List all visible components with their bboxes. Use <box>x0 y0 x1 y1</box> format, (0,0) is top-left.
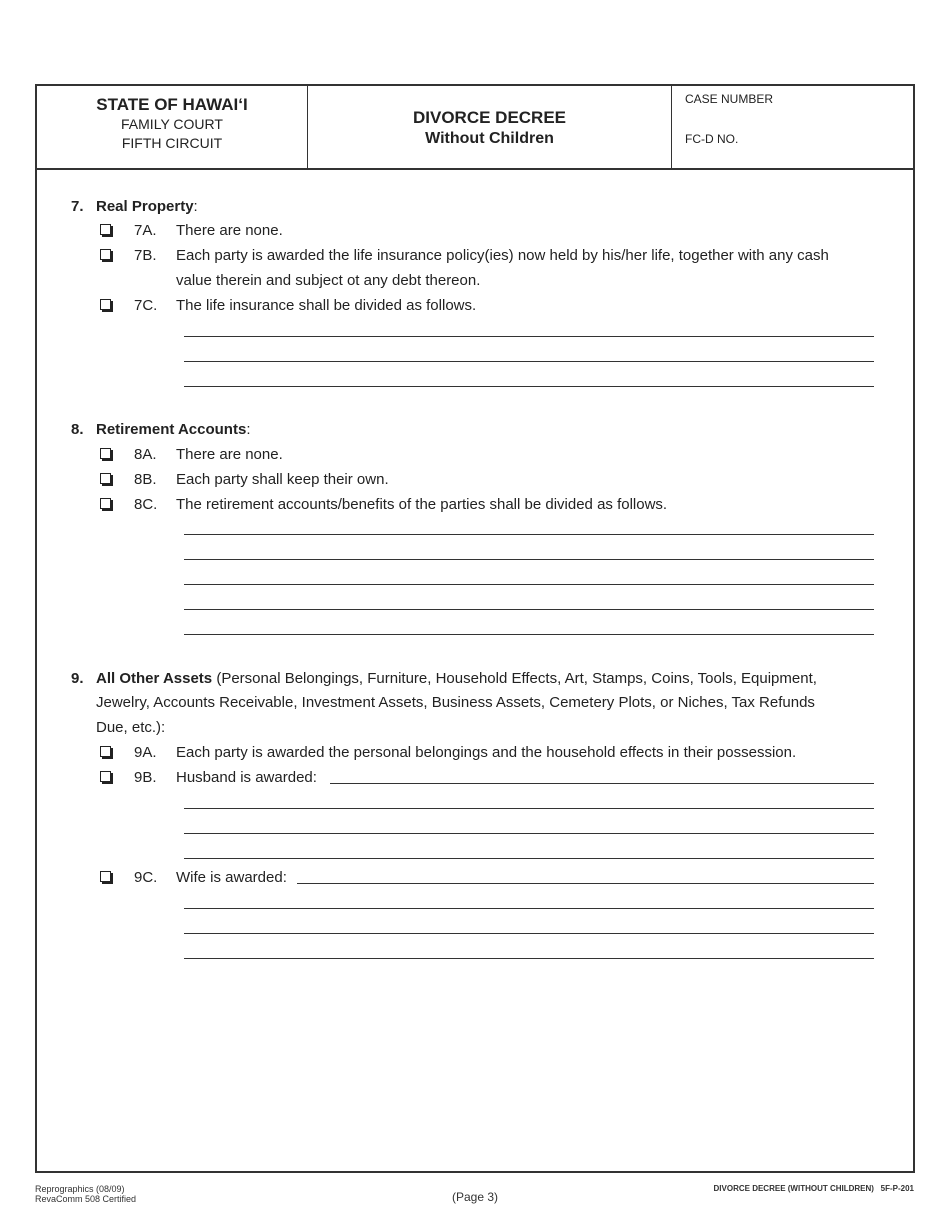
section-colon: : <box>193 198 198 215</box>
section-9-intro-line3: Due, etc.): <box>96 719 166 736</box>
court-name: FAMILY COURT <box>121 116 223 132</box>
certified-label: RevaComm 508 Certified <box>35 1194 137 1204</box>
fill-line[interactable] <box>184 559 874 560</box>
item-code-8b: 8B. <box>134 471 157 488</box>
item-code-8c: 8C. <box>134 496 158 513</box>
fill-line[interactable] <box>184 958 874 959</box>
item-text-8a: There are none. <box>176 446 283 463</box>
form-code: 5F-P-201 <box>880 1184 914 1193</box>
fill-line[interactable] <box>184 858 874 859</box>
item-text-9b: Husband is awarded: <box>176 769 317 786</box>
item-text-9a: Each party is awarded the personal belongings and the household effects in their possession. <box>176 744 797 761</box>
form-title: DIVORCE DECREE (WITHOUT CHILDREN) <box>713 1184 874 1193</box>
item-text-7b: Each party is awarded the life insurance policy(ies) now held by his/her life, together with any cash <box>176 247 829 264</box>
section-9-intro-line2: Jewelry, Accounts Receivable, Investment Assets, Business Assets, Cemetery Plots, or Niches, Tax Refunds <box>96 694 815 711</box>
court-info-cell <box>37 86 308 168</box>
checkbox-7a[interactable] <box>100 224 111 235</box>
checkbox-8a[interactable] <box>100 448 111 459</box>
item-code-7c: 7C. <box>134 297 158 314</box>
item-text-8c: The retirement accounts/benefits of the parties shall be divided as follows. <box>176 496 668 513</box>
checkbox-8c[interactable] <box>100 498 111 509</box>
document-subtitle: Without Children <box>425 130 554 147</box>
fill-line[interactable] <box>184 609 874 610</box>
item-text-7b-cont: value therein and subject ot any debt thereon. <box>176 272 481 289</box>
section-9-heading <box>71 669 817 689</box>
item-code-9c: 9C. <box>134 869 158 886</box>
section-number: 9. <box>71 670 84 687</box>
fill-line[interactable] <box>184 336 874 337</box>
form-header <box>37 86 913 170</box>
item-text-9c: Wife is awarded: <box>176 869 287 886</box>
item-code-7b: 7B. <box>134 247 157 264</box>
checkbox-8b[interactable] <box>100 473 111 484</box>
fill-line[interactable] <box>184 386 874 387</box>
checkbox-9b[interactable] <box>100 771 111 782</box>
fill-line[interactable] <box>184 808 874 809</box>
fill-line[interactable] <box>184 584 874 585</box>
item-text-7a: There are none. <box>176 222 283 239</box>
item-code-9a: 9A. <box>134 744 157 761</box>
section-title: All Other Assets <box>96 670 213 687</box>
husband-awarded-line[interactable] <box>330 783 874 784</box>
section-colon: : <box>246 421 251 438</box>
item-code-8a: 8A. <box>134 446 157 463</box>
footer-left <box>35 1184 136 1204</box>
section-7-heading <box>71 197 198 217</box>
section-title: Real Property <box>96 198 194 215</box>
section-number: 7. <box>71 198 84 215</box>
section-title: Retirement Accounts <box>96 421 247 438</box>
section-intro: (Personal Belongings, Furniture, Household Effects, Art, Stamps, Coins, Tools, Equipment, <box>212 670 817 687</box>
fcd-number-label: FC-D NO. <box>685 132 739 146</box>
fill-line[interactable] <box>184 361 874 362</box>
item-text-7c: The life insurance shall be divided as follows. <box>176 297 477 314</box>
fill-line[interactable] <box>184 833 874 834</box>
page-number: (Page 3) <box>452 1190 499 1204</box>
document-title-cell <box>308 86 672 168</box>
footer-right <box>714 1184 914 1194</box>
checkbox-7c[interactable] <box>100 299 111 310</box>
state-name: STATE OF HAWAI‘I <box>96 95 248 114</box>
checkbox-7b[interactable] <box>100 249 111 260</box>
fill-line[interactable] <box>184 534 874 535</box>
case-number-label: CASE NUMBER <box>685 92 774 106</box>
checkbox-9a[interactable] <box>100 746 111 757</box>
item-code-9b: 9B. <box>134 769 157 786</box>
checkbox-9c[interactable] <box>100 871 111 882</box>
document-title: DIVORCE DECREE <box>412 108 567 127</box>
fill-line[interactable] <box>184 933 874 934</box>
wife-awarded-line[interactable] <box>297 883 874 884</box>
item-code-7a: 7A. <box>134 222 157 239</box>
section-8-heading <box>71 420 250 440</box>
circuit-name: FIFTH CIRCUIT <box>121 135 223 151</box>
item-text-8b: Each party shall keep their own. <box>176 471 389 488</box>
reprographics-label: Reprographics (08/09) <box>35 1184 125 1194</box>
case-number-cell[interactable] <box>672 86 913 168</box>
section-number: 8. <box>71 421 84 438</box>
fill-line[interactable] <box>184 634 874 635</box>
fill-line[interactable] <box>184 908 874 909</box>
